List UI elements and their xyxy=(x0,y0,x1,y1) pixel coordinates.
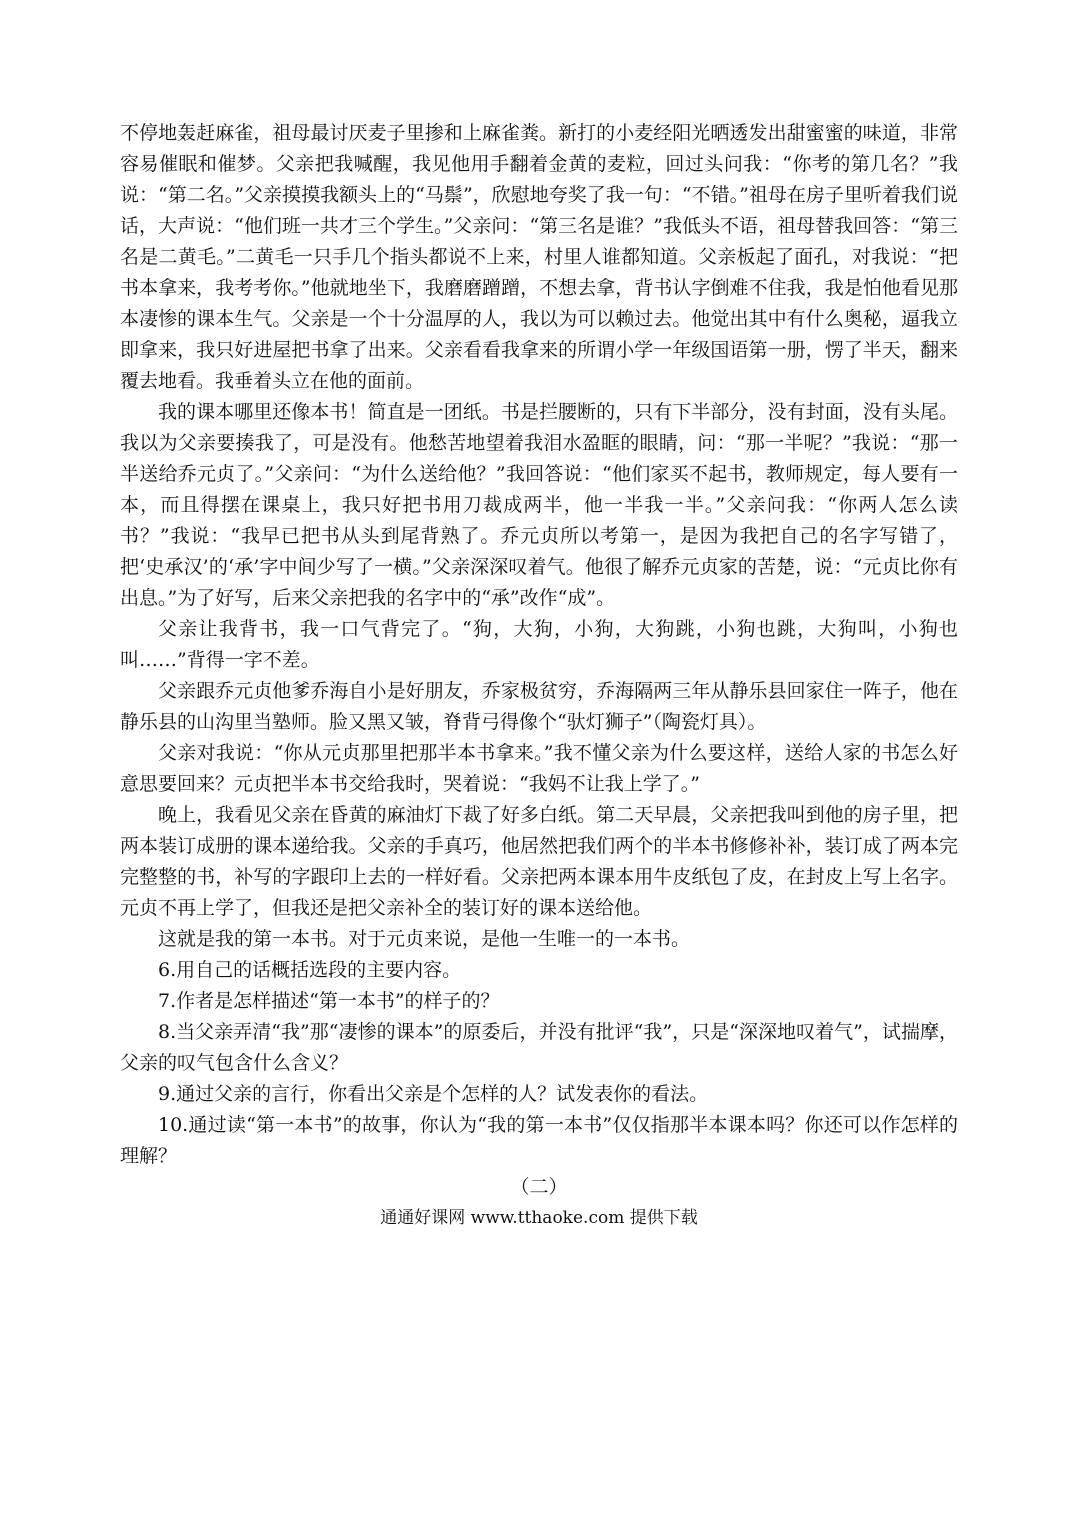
question-7: 7.作者是怎样描述“第一本书”的样子的？ xyxy=(158,990,500,1012)
document-page xyxy=(120,118,958,1234)
paragraph-1: 不停地轰赶麻雀，祖母最讨厌麦子里掺和上麻雀粪。新打的小麦经阳光晒透发出甜蜜蜜的味道，非常容易催眠和催梦。父亲把我喊醒，我见他用手翻着金黄的麦粒，回过头问我：“你考的第几名？”我说：“第二名。”父亲摸摸我额头上的“马鬃”，欣慰地夸奖了我一句：“不错。”祖母在房子里听着我们说话，大声说：“他们班一共才三个学生。”父亲问：“第三名是谁？”我低头不语，祖母替我回答：“第三名是二黄毛。”二黄毛一只手几个指头都说不上来，村里人谁都知道。父亲板起了面孔，对我说：“把书本拿来，我考考你。”他就地坐下，我磨磨蹭蹭，不想去拿，背书认字倒难不住我，我是怕他看见那本凄惨的课本生气。父亲是一个十分温厚的人，我以为可以赖过去。他觉出其中有什么奥秘，逼我立即拿来，我只好进屋把书拿了出来。父亲看看我拿来的所谓小学一年级国语第一册，愣了半天，翻来覆去地看。我垂着头立在他的面前。 xyxy=(120,122,958,392)
section-heading: （二） xyxy=(510,1176,568,1198)
question-8: 8.当父亲弄清“我”那“凄惨的课本”的原委后，并没有批评“我”，只是“深深地叹着气”，试揣摩，父亲的叹气包含什么含义？ xyxy=(120,1021,958,1074)
question-10: 10.通过读“第一本书”的故事，你认为“我的第一本书”仅仅指那半本课本吗？你还可以作怎样的理解？ xyxy=(120,1114,958,1167)
paragraph-3: 父亲让我背书，我一口气背完了。“狗，大狗，小狗，大狗跳，小狗也跳，大狗叫，小狗也叫……”背得一字不差。 xyxy=(120,618,958,671)
paragraph-7: 这就是我的第一本书。对于元贞来说，是他一生唯一的一本书。 xyxy=(158,928,691,950)
paragraph-6: 晚上，我看见父亲在昏黄的麻油灯下裁了好多白纸。第二天早晨，父亲把我叫到他的房子里，把两本装订成册的课本递给我。父亲的手真巧，他居然把我们两个的半本书修修补补，装订成了两本完完整整的书，补写的字跟印上去的一样好看。父亲把两本课本用牛皮纸包了皮，在封皮上写上名字。元贞不再上学了，但我还是把父亲补全的装订好的课本送给他。 xyxy=(120,804,958,919)
question-9: 9.通过父亲的言行，你看出父亲是个怎样的人？试发表你的看法。 xyxy=(158,1083,709,1105)
paragraph-2: 我的课本哪里还像本书！简直是一团纸。书是拦腰断的，只有下半部分，没有封面，没有头尾。我以为父亲要揍我了，可是没有。他愁苦地望着我泪水盈眶的眼睛，问：“那一半呢？”我说：“那一半送给乔元贞了。”父亲问：“为什么送给他？”我回答说：“他们家买不起书，教师规定，每人要有一本，而且得摆在课桌上，我只好把书用刀裁成两半，他一半我一半。”父亲问我：“你两人怎么读书？”我说：“我早已把书从头到尾背熟了。乔元贞所以考第一，是因为我把自己的名字写错了，把‘史承汉’的‘承’字中间少写了一横。”父亲深深叹着气。他很了解乔元贞家的苦楚，说：“元贞比你有出息。”为了好写，后来父亲把我的名字中的“承”改作“成”。 xyxy=(120,401,958,609)
question-6: 6.用自己的话概括选段的主要内容。 xyxy=(158,959,462,981)
paragraph-4: 父亲跟乔元贞他爹乔海自小是好朋友，乔家极贫穷，乔海隔两三年从静乐县回家住一阵子，他在静乐县的山沟里当塾师。脸又黑又皱，脊背弓得像个“驮灯狮子”（陶瓷灯具）。 xyxy=(120,680,958,733)
paragraph-5: 父亲对我说：“你从元贞那里把那半本书拿来。”我不懂父亲为什么要这样，送给人家的书怎么好意思要回来？元贞把半本书交给我时，哭着说：“我妈不让我上学了。” xyxy=(120,742,958,795)
page-footer: 通通好课网 www.tthaoke.com 提供下载 xyxy=(380,1208,698,1228)
